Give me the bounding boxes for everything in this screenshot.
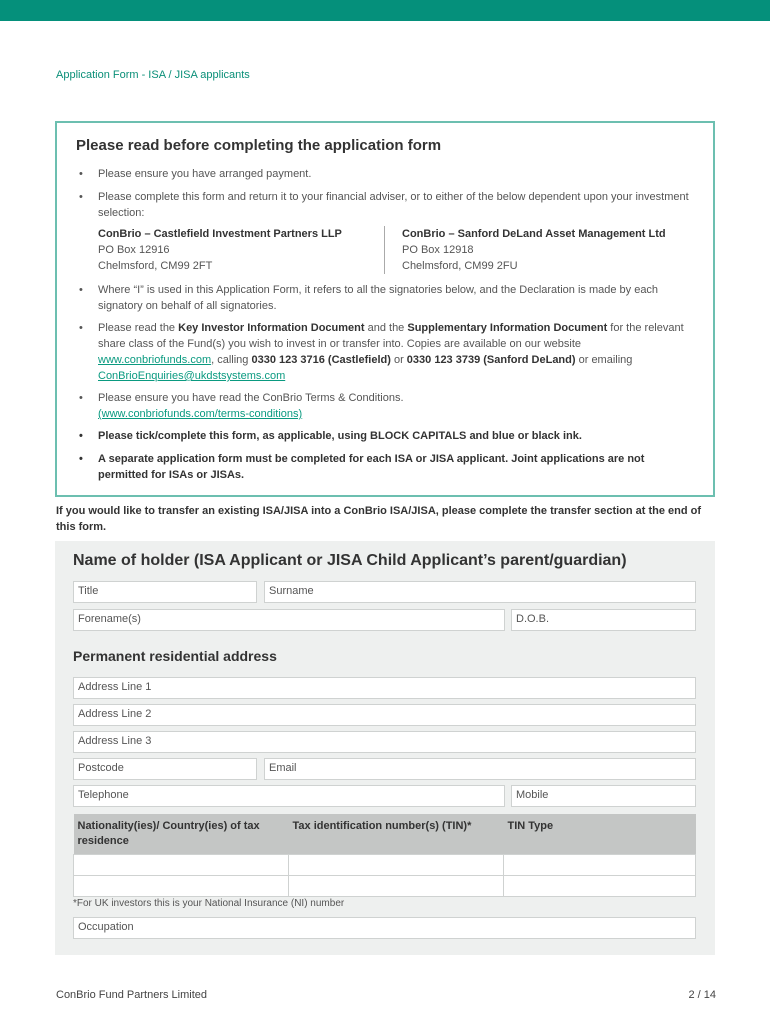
col-nationality: Nationality(ies)/ Country(ies) of tax residence bbox=[74, 814, 289, 855]
form-header: Application Form - ISA / JISA applicants bbox=[56, 69, 250, 81]
bullet-documents: • Please read the Key Investor Information Document and the Supplementary Information Document for the relevant share class of the Fund(s) you wish to invest in or transfer into. Copies are available on our website www.conbriofunds.com, calling 0330 123 3716 (Castlefield) or 0330 123 3739 (Sanford DeLand) or emailing ConBrioEnquiries@ukdstsystems.com bbox=[79, 320, 689, 384]
bullet-return: • Please complete this form and return it to your financial adviser, or to either of the below dependent upon your investment selection: bbox=[79, 189, 689, 221]
divider bbox=[384, 226, 385, 274]
transfer-note: If you would like to transfer an existing ISA/JISA into a ConBrio ISA/JISA, please complete the transfer section at the end of this form. bbox=[56, 505, 702, 533]
occupation-field[interactable]: Occupation bbox=[73, 917, 696, 939]
table-row bbox=[74, 855, 696, 876]
postcode-field[interactable]: Postcode bbox=[73, 758, 257, 780]
holder-section bbox=[55, 541, 715, 955]
address-heading: Permanent residential address bbox=[73, 648, 277, 664]
dob-field[interactable]: D.O.B. bbox=[511, 609, 696, 631]
mobile-field[interactable]: Mobile bbox=[511, 785, 696, 807]
address-line-2-field[interactable]: Address Line 2 bbox=[73, 704, 696, 726]
holder-title: Name of holder (ISA Applicant or JISA Child Applicant’s parent/guardian) bbox=[73, 552, 627, 569]
nationality-cell[interactable] bbox=[74, 855, 289, 876]
bullet-separate-form: • A separate application form must be completed for each ISA or JISA applicant. Joint applications are not permitted for ISAs or JISAs. bbox=[79, 451, 689, 483]
instructions-title: Please read before completing the application form bbox=[76, 137, 442, 154]
footer-company: ConBrio Fund Partners Limited bbox=[56, 989, 208, 1001]
tin-cell[interactable] bbox=[289, 876, 504, 897]
tin-footnote: *For UK investors this is your National Insurance (NI) number bbox=[73, 898, 345, 909]
email-field[interactable]: Email bbox=[264, 758, 696, 780]
address-castlefield: ConBrio – Castlefield Investment Partners LLP PO Box 12916 Chelmsford, CM99 2FT bbox=[98, 228, 342, 272]
bullet-signatories: • Where “I” is used in this Application Form, it refers to all the signatories below, and the Declaration is made by each signatory on behalf of all signatories. bbox=[79, 282, 689, 314]
instructions-box bbox=[55, 121, 715, 497]
col-tin: Tax identification number(s) (TIN)* bbox=[289, 814, 504, 855]
tin-cell[interactable] bbox=[289, 855, 504, 876]
tax-residence-table bbox=[73, 814, 696, 897]
bullet-block-capitals: • Please tick/complete this form, as applicable, using BLOCK CAPITALS and blue or black ink. bbox=[79, 428, 689, 444]
top-banner bbox=[0, 0, 770, 21]
telephone-field[interactable]: Telephone bbox=[73, 785, 505, 807]
address-sanford: ConBrio – Sanford DeLand Asset Management Ltd PO Box 12918 Chelmsford, CM99 2FU bbox=[402, 228, 666, 272]
table-row bbox=[74, 876, 696, 897]
forename-field[interactable]: Forename(s) bbox=[73, 609, 505, 631]
bullet-payment: • Please ensure you have arranged payment. bbox=[79, 166, 689, 182]
tin-type-cell[interactable] bbox=[504, 876, 696, 897]
col-tin-type: TIN Type bbox=[504, 814, 696, 855]
email-link[interactable]: ConBrioEnquiries@ukdstsystems.com bbox=[98, 370, 286, 382]
terms-link[interactable]: (www.conbriofunds.com/terms-conditions) bbox=[98, 408, 303, 420]
page-number: 2 / 14 bbox=[688, 989, 716, 1001]
address-line-3-field[interactable]: Address Line 3 bbox=[73, 731, 696, 753]
surname-field[interactable]: Surname bbox=[264, 581, 696, 603]
tin-type-cell[interactable] bbox=[504, 855, 696, 876]
nationality-cell[interactable] bbox=[74, 876, 289, 897]
bullet-terms: • Please ensure you have read the ConBrio Terms & Conditions. (www.conbriofunds.com/terms-conditions) bbox=[79, 390, 689, 422]
address-line-1-field[interactable]: Address Line 1 bbox=[73, 677, 696, 699]
title-field[interactable]: Title bbox=[73, 581, 257, 603]
website-link[interactable]: www.conbriofunds.com bbox=[98, 354, 212, 366]
